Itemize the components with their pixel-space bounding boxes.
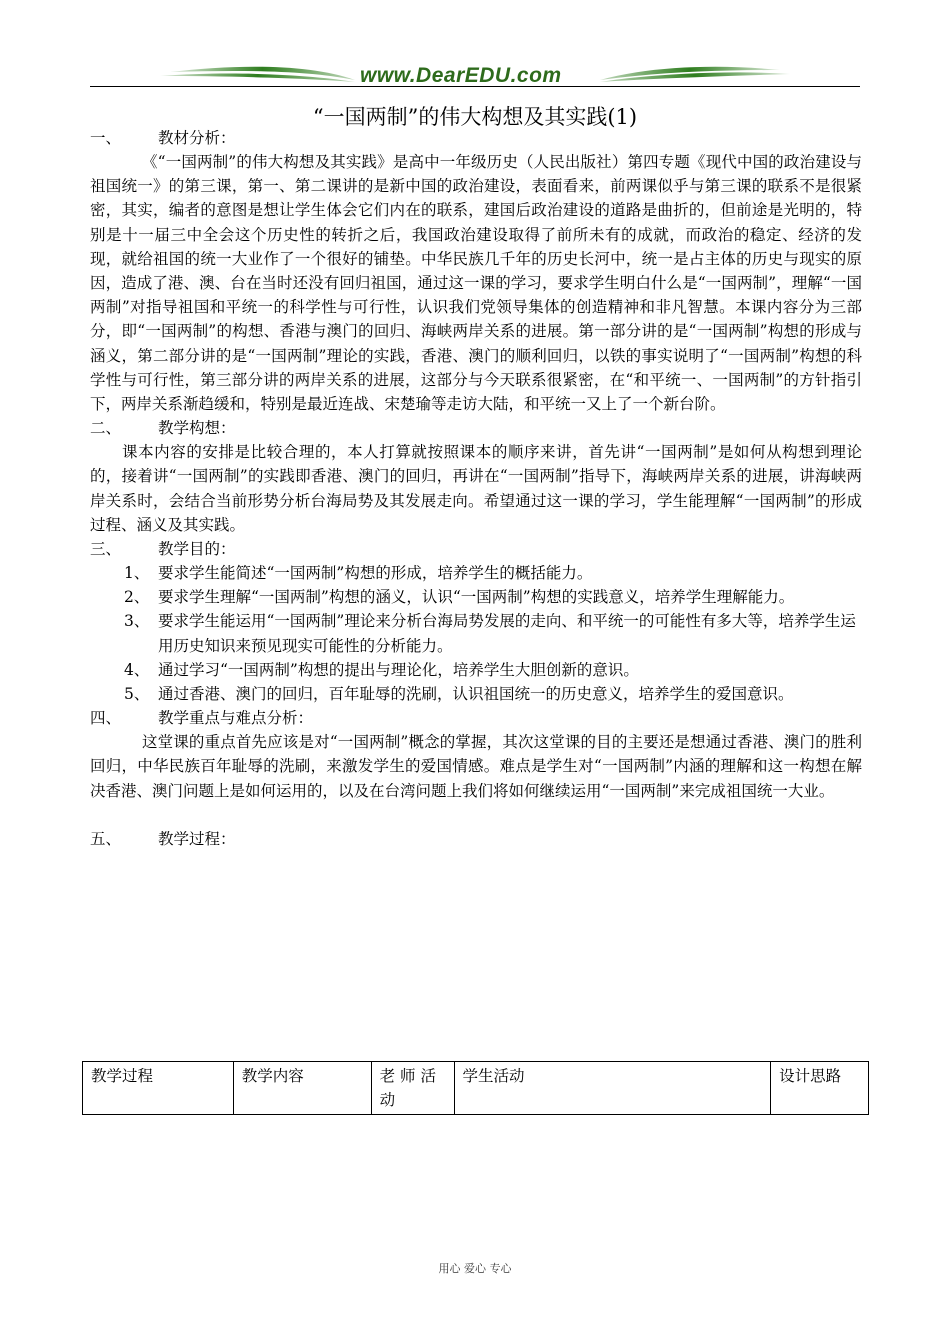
section-heading-objectives (90, 537, 862, 561)
section-heading-focus (90, 706, 862, 730)
document-body (90, 126, 862, 851)
list-item-number: 4、 (124, 660, 150, 679)
list-item-number: 2、 (124, 588, 150, 607)
section-number: 四、 (90, 709, 122, 728)
section-heading-process (90, 827, 862, 851)
header-divider (90, 86, 860, 87)
table-header-cell: 老 师 活 动 (371, 1062, 454, 1115)
table-header-cell: 教学内容 (233, 1062, 371, 1115)
section-heading-analysis (90, 126, 862, 150)
page-footer: 用心 爱心 专心 (438, 1262, 512, 1275)
section-title: 教材分析： (158, 129, 236, 147)
section-number: 三、 (90, 540, 122, 559)
left-swoosh (170, 67, 355, 80)
objectives-list (90, 561, 862, 706)
section-number: 二、 (90, 419, 122, 438)
section-title: 教学重点与难点分析： (158, 709, 314, 728)
section-paragraph-concept: 课本内容的安排是比较合理的，本人打算就按照课本的顺序来讲，首先讲“一国两制”是如何从构想到理论的，接着讲“一国两制”的实践即香港、澳门的回归，再讲在“一国两制”指导下，海峡两岸关系的进展，讲海峡两岸关系时，会结合当前形势分析台海局势及其发展走向。希望通过这一课的学习，学生能理解“一国两制”的形成过程、涵义及其实践。 (90, 443, 862, 534)
list-item-text: 要求学生能简述“一国两制”构想的形成，培养学生的概括能力。 (158, 564, 593, 583)
section-title: 教学构想： (158, 419, 236, 438)
list-item-number: 3、 (124, 612, 150, 631)
list-item-number: 1、 (124, 564, 150, 583)
teaching-process-table (82, 1061, 869, 1115)
table-header-cell: 学生活动 (454, 1062, 771, 1115)
section-title: 教学过程： (158, 829, 236, 848)
section-paragraph-focus: 这堂课的重点首先应该是对“一国两制”概念的掌握，其次这堂课的目的主要还是想通过香港、澳门的胜利回归，中华民族百年耻辱的洗刷，来激发学生的爱国情感。难点是学生对“一国两制”内涵的理解和这一构想在解决香港、澳门问题上是如何运用的，以及在台湾问题上我们将如何继续运用“一国两制”来完成祖国统一大业。 (90, 733, 862, 800)
list-item-text: 要求学生理解“一国两制”构想的涵义，认识“一国两制”构想的实践意义，培养学生理解能力。 (158, 588, 795, 607)
list-item-number: 5、 (124, 685, 150, 704)
table-header-cell: 教学过程 (83, 1062, 234, 1115)
site-logo[interactable]: www.DearEDU.com (360, 64, 562, 87)
table-header-cell: 设计思路 (771, 1062, 869, 1115)
list-item-text: 要求学生能运用“一国两制”理论来分析台海局势发展的走向、和平统一的可能性有多大等，培养学生运用历史知识来预见现实可能性的分析能力。 (158, 612, 856, 655)
list-item (90, 609, 862, 657)
table-header-row (83, 1062, 869, 1115)
list-item (90, 585, 862, 609)
section-number: 五、 (90, 829, 122, 848)
list-item (90, 658, 862, 682)
list-item (90, 682, 862, 706)
section-heading-concept (90, 416, 862, 440)
section-paragraph-analysis: 《“一国两制”的伟大构想及其实践》是高中一年级历史（人民出版社）第四专题《现代中国的政治建设与祖国统一》的第三课，第一、第二课讲的是新中国的政治建设，表面看来，前两课似乎与第三课的联系不是很紧密，其实，编者的意图是想让学生体会它们内在的联系，建国后政治建设的道路是曲折的，但前途是光明的，特别是十一届三中全会这个历史性的转折之后，我国政治建设取得了前所未有的成就，而政治的稳定、经济的发现，就给祖国的统一大业作了一个很好的铺垫。中华民族几千年的历史长河中，统一是占主体的历史与现实的原因，造成了港、澳、台在当时还没有回归祖国，通过这一课的学习，要求学生明白什么是“一国两制”，理解“一国两制”对指导祖国和平统一的科学性与可行性，认识我们党领导集体的创造精神和非凡智慧。本课内容分为三部分，即“一国两制”的构想、香港与澳门的回归、海峡两岸关系的进展。第一部分讲的是“一国两制”构想的形成与涵义，第二部分讲的是“一国两制”理论的实践，香港、澳门的顺利回归，以铁的事实说明了“一国两制”构想的科学性与可行性，第三部分讲的两岸关系的进展，这部分与今天联系很紧密，在“和平统一、一国两制”的方针指引下，两岸关系渐趋缓和，特别是最近连战、宋楚瑜等走访大陆，和平统一又上了一个新台阶。 (90, 153, 862, 414)
list-item-text: 通过香港、澳门的回归，百年耻辱的洗刷，认识祖国统一的历史意义，培养学生的爱国意识。 (158, 685, 794, 704)
section-number: 一、 (90, 129, 122, 147)
list-item-text: 通过学习“一国两制”构想的提出与理论化，培养学生大胆创新的意识。 (158, 660, 639, 679)
list-item (90, 561, 862, 585)
document-title: “一国两制”的伟大构想及其实践(1) (312, 105, 638, 129)
section-title: 教学目的： (158, 540, 236, 559)
